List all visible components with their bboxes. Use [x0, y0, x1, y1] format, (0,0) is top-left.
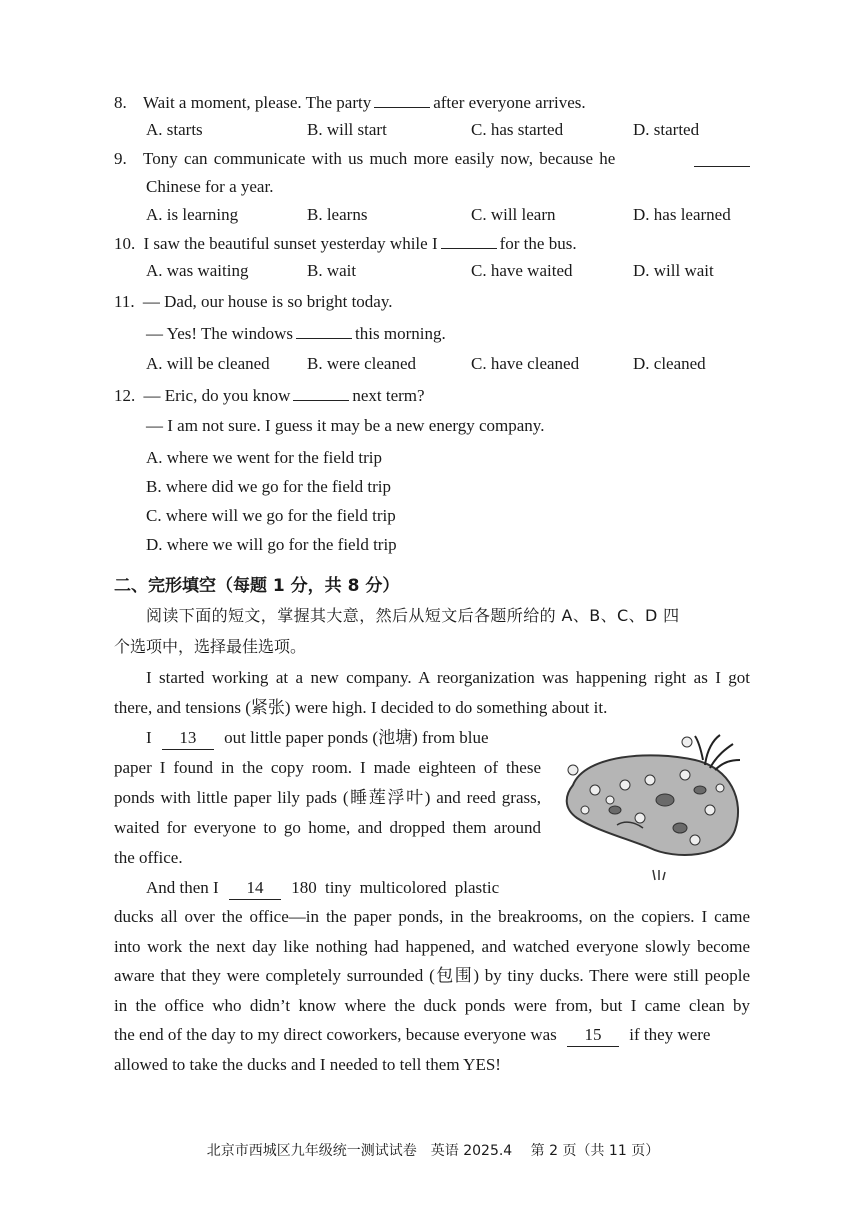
passage-line-blank13: I 13 out little paper ponds (池塘) from blue: [146, 727, 541, 750]
passage-line: there, and tensions (紧张) were high. I decided to do something about it.: [114, 698, 608, 717]
answer-blank: [293, 384, 349, 401]
cloze-blank-15: 15: [567, 1024, 619, 1047]
option-d: D. started: [633, 120, 700, 139]
option-b: B. will start: [307, 120, 387, 139]
page-footer: 北京市西城区九年级统一测试试卷 英语 2025.4 第 2 页（共 11 页）: [206, 1143, 660, 1159]
question-9-stem: 9. Tony can communicate with us much more easily now, because he: [114, 148, 750, 170]
passage-line-blank14: And then I 14 180 tiny multicolored plastic: [146, 877, 541, 900]
answer-blank: [694, 150, 750, 167]
option-c: C. will learn: [471, 205, 556, 224]
option-b: B. learns: [307, 205, 368, 224]
passage-line: into work the next day like nothing had happened, and watched everyone slowly become: [114, 937, 750, 956]
question-9-stem-cont: Chinese for a year.: [146, 177, 274, 196]
passage-line: allowed to take the ducks and I needed to tell them YES!: [114, 1055, 501, 1074]
option-a: A. where we went for the field trip: [146, 448, 383, 467]
question-number: 10.: [114, 234, 136, 253]
option-b: B. where did we go for the field trip: [146, 477, 392, 496]
question-12-reply: — I am not sure. I guess it may be a new energy company.: [146, 416, 545, 435]
question-8-stem: 8. Wait a moment, please. The party after everyone arrives.: [114, 93, 586, 112]
option-c: C. has started: [471, 120, 564, 139]
question-12-stem: 12. — Eric, do you know next term?: [114, 386, 425, 405]
question-number: 11.: [114, 292, 135, 311]
passage-line: I started working at a new company. A reorganization was happening right as I got: [146, 668, 750, 687]
passage-line: ponds with little paper lily pads (睡莲浮叶) and reed grass,: [114, 788, 541, 807]
section-instruction-cont: 个选项中，选择最佳选项。: [114, 637, 307, 656]
option-c: C. have cleaned: [471, 354, 580, 373]
answer-blank: [441, 232, 497, 249]
question-number: 12.: [114, 386, 136, 405]
passage-line: the office.: [114, 848, 183, 867]
passage-line: waited for everyone to go home, and dropped them around: [114, 818, 541, 837]
option-b: B. wait: [307, 261, 357, 280]
cloze-blank-13: 13: [162, 727, 214, 750]
question-11-reply: — Yes! The windows this morning.: [146, 324, 446, 343]
question-10-stem: 10. I saw the beautiful sunset yesterday while I for the bus.: [114, 234, 577, 253]
answer-blank: [296, 322, 352, 339]
option-c: C. where will we go for the field trip: [146, 506, 396, 525]
passage-line: paper I found in the copy room. I made eighteen of these: [114, 758, 541, 777]
answer-blank: [374, 91, 430, 108]
option-a: A. was waiting: [146, 261, 249, 280]
option-d: D. will wait: [633, 261, 714, 280]
question-11-stem: 11. — Dad, our house is so bright today.: [114, 292, 393, 311]
option-b: B. were cleaned: [307, 354, 417, 373]
option-a: A. starts: [146, 120, 203, 139]
duck-pond-illustration: [555, 730, 750, 890]
section-title: 二、完形填空（每题 1 分，共 8 分）: [114, 576, 400, 596]
option-c: C. have waited: [471, 261, 573, 280]
question-number: 9.: [114, 149, 127, 168]
option-a: A. will be cleaned: [146, 354, 270, 373]
option-d: D. has learned: [633, 205, 731, 224]
passage-line: in the office who didn’t know where the duck ponds were from, but I came clean by: [114, 996, 750, 1015]
section-instruction: 阅读下面的短文，掌握其大意，然后从短文后各题所给的 A、B、C、D 四: [146, 606, 680, 625]
passage-line: ducks all over the office—in the paper ponds, in the breakrooms, on the copiers. I came: [114, 907, 750, 926]
cloze-blank-14: 14: [229, 877, 281, 900]
option-d: D. where we will go for the field trip: [146, 535, 397, 554]
passage-line-blank15: the end of the day to my direct coworkers, because everyone was 15 if they were: [114, 1024, 710, 1047]
option-a: A. is learning: [146, 205, 239, 224]
question-number: 8.: [114, 93, 127, 112]
option-d: D. cleaned: [633, 354, 706, 373]
passage-line: aware that they were completely surrounded (包围) by tiny ducks. There were still people: [114, 966, 750, 985]
